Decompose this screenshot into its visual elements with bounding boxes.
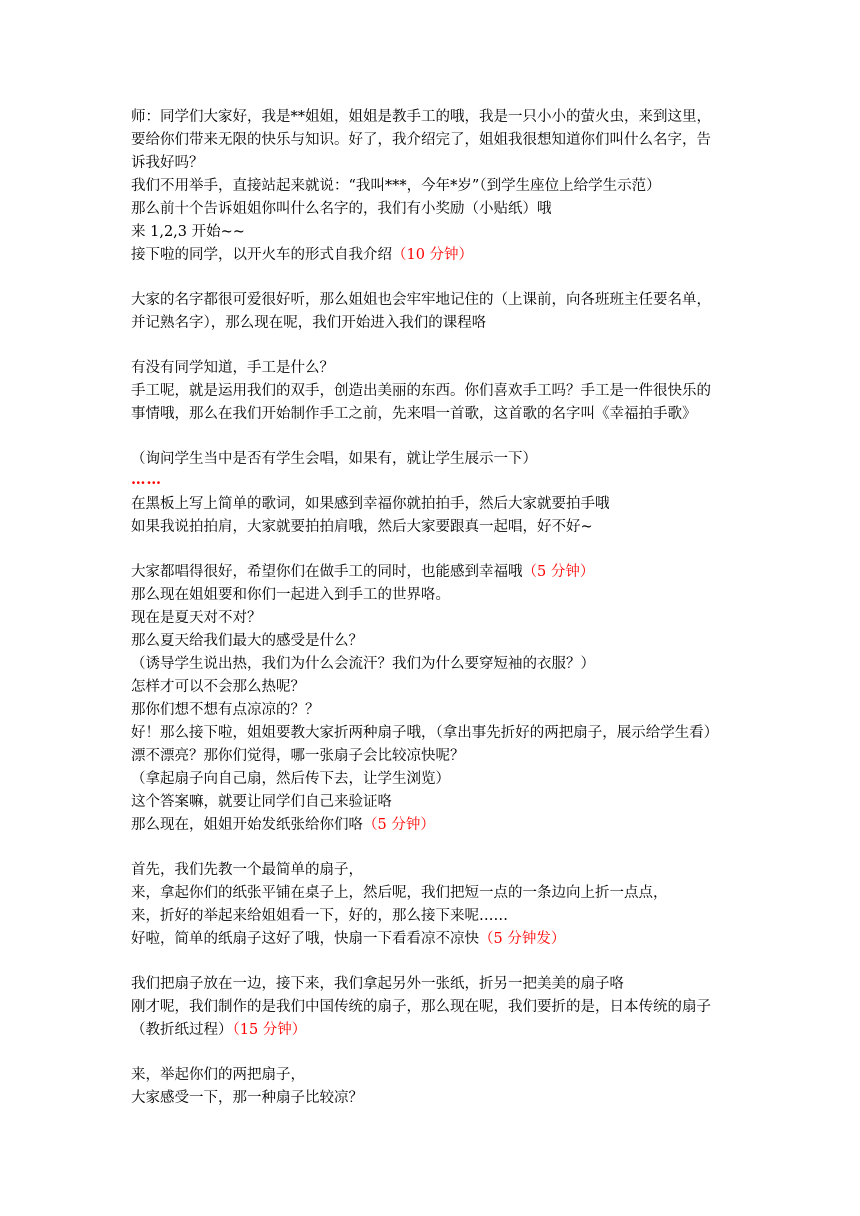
- time-note: （5 分钟）: [522, 564, 595, 580]
- text-segment: （教折纸过程）: [131, 1022, 233, 1038]
- time-note: （5 分钟）: [363, 817, 435, 833]
- text-line: 在黑板上写上简单的歌词，如果感到幸福你就拍拍手，然后大家就要拍手哦: [131, 496, 610, 512]
- text-line: 诉我好吗？: [131, 155, 204, 171]
- text-line: 并记熟名字），那么现在呢，我们开始进入我们的课程咯: [131, 315, 487, 331]
- text-line: 好！那么接下啦，姐姐要教大家折两种扇子哦，（拿出事先折好的两把扇子，展示给学生看）: [131, 725, 719, 741]
- text-line: 那么现在姐姐要和你们一起进入到手工的世界咯。: [131, 587, 450, 603]
- text-line: 来，拿起你们的纸张平铺在桌子上，然后呢，我们把短一点的一条边向上折一点点，: [131, 885, 668, 901]
- text-line: 怎样才可以不会那么热呢？: [131, 679, 305, 695]
- text-line: [131, 929, 565, 949]
- text-line: 有没有同学知道，手工是什么？: [131, 360, 334, 376]
- text-line: 来，折好的举起来给姐姐看一下，好的，那么接下来呢……: [131, 908, 508, 924]
- text-segment: 那么现在，姐姐开始发纸张给你们咯: [131, 817, 363, 833]
- text-line: [131, 562, 594, 582]
- ellipsis-marker: ……: [131, 471, 162, 488]
- text-segment: 好啦，简单的纸扇子这好了哦，快扇一下看看凉不凉快: [131, 931, 479, 947]
- text-line: 事情哦，那么在我们开始制作手工之前，先来唱一首歌，这首歌的名字叫《幸福拍手歌》: [131, 406, 697, 422]
- text-line: 刚才呢，我们制作的是我们中国传统的扇子，那么现在呢，我们要折的是，日本传统的扇子: [131, 999, 711, 1015]
- text-line: 如果我说拍拍肩，大家就要拍拍肩哦，然后大家要跟真一起唱，好不好~: [131, 519, 593, 535]
- text-line: 师：同学们大家好，我是**姐姐，姐姐是教手工的哦，我是一只小小的萤火虫，来到这里，: [131, 109, 711, 125]
- text-line: 我们不用举手，直接站起来就说：“我叫***，今年*岁”（到学生座位上给学生示范）: [131, 178, 661, 194]
- text-line: 首先，我们先教一个最简单的扇子，: [131, 862, 363, 878]
- text-line: 来 1,2,3 开始~~: [131, 224, 245, 240]
- text-line: （询问学生当中是否有学生会唱，如果有，就让学生展示一下）: [131, 451, 537, 467]
- text-segment: 接下啦的同学，以开火车的形式自我介绍: [131, 247, 392, 263]
- text-line: 手工呢，就是运用我们的双手，创造出美丽的东西。你们喜欢手工吗？手工是一件很快乐的: [131, 383, 711, 399]
- text-line: 现在是夏天对不对？: [131, 610, 262, 626]
- text-segment: 大家都唱得很好，希望你们在做手工的同时，也能感到幸福哦: [131, 564, 523, 580]
- time-note: （5 分钟发）: [479, 931, 566, 947]
- text-line: 要给你们带来无限的快乐与知识。好了，我介绍完了，姐姐我很想知道你们叫什么名字，告: [131, 132, 711, 148]
- text-line: 那你们想不想有点凉凉的？？: [131, 702, 320, 718]
- text-line: （拿起扇子向自己扇，然后传下去，让学生浏览）: [131, 771, 450, 787]
- text-line: 那么夏天给我们最大的感受是什么？: [131, 633, 363, 649]
- text-line: 漂不漂亮？那你们觉得，哪一张扇子会比较凉快呢？: [131, 748, 465, 764]
- text-line: 来，举起你们的两把扇子，: [131, 1067, 305, 1083]
- text-line: 大家感受一下，那一种扇子比较凉？: [131, 1090, 363, 1106]
- text-line: [131, 245, 473, 265]
- text-line: 大家的名字都很可爱很好听，那么姐姐也会牢牢地记住的（上课前，向各班班主任要名单，: [131, 292, 711, 308]
- time-note: （15 分钟）: [232, 1022, 307, 1038]
- time-note: （10 分钟）: [392, 247, 474, 263]
- text-line: 我们把扇子放在一边，接下来，我们拿起另外一张纸，折另一把美美的扇子咯: [131, 976, 624, 992]
- text-line: [131, 815, 435, 835]
- text-line: 那么前十个告诉姐姐你叫什么名字的，我们有小奖励（小贴纸）哦: [131, 201, 552, 217]
- text-line: [131, 1020, 306, 1040]
- text-line: 这个答案嘛，就要让同学们自己来验证咯: [131, 794, 392, 810]
- text-line: （诱导学生说出热，我们为什么会流汗？我们为什么要穿短袖的衣服？）: [131, 656, 595, 672]
